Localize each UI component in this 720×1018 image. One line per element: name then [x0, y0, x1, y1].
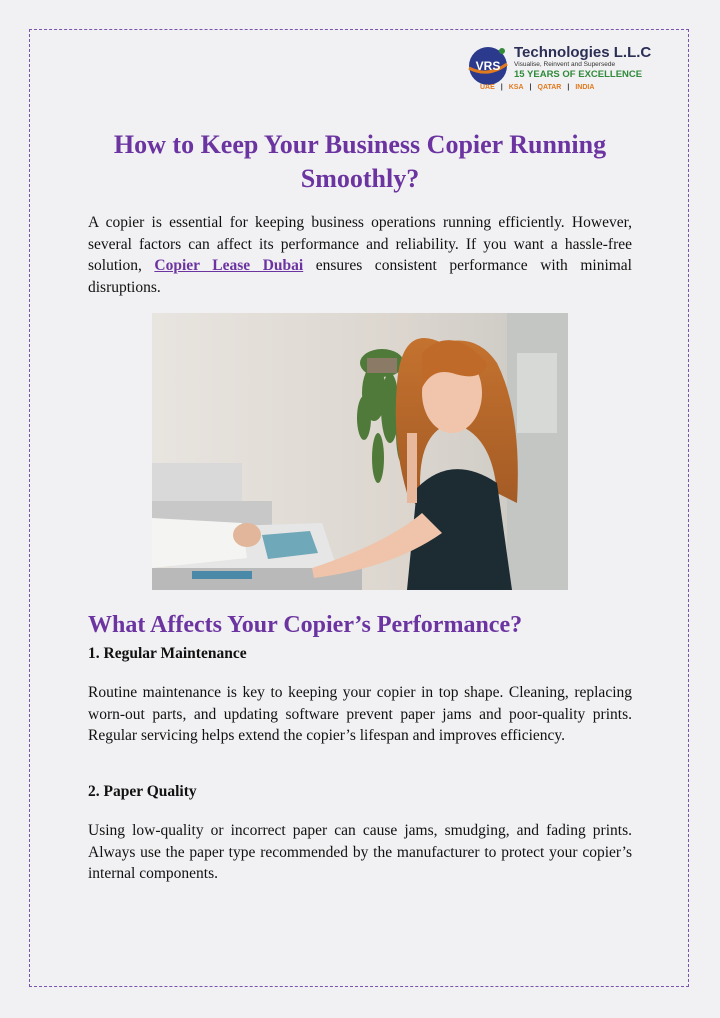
- subheading-paper-quality: 2. Paper Quality: [88, 783, 197, 800]
- logo-brand-name: Technologies L.L.C: [514, 44, 652, 61]
- regular-maintenance-paragraph: Routine maintenance is key to keeping your copier in top shape. Cleaning, replacing worn-out parts, and updating software prevent paper jams and poor-quality prints. Regular servicing helps extend the copier’s lifespan and improves efficiency.: [88, 684, 632, 744]
- region-separator: |: [529, 84, 532, 91]
- logo-mark: VRS: [475, 59, 501, 73]
- section-heading: What Affects Your Copier’s Performance?: [88, 612, 523, 638]
- woman-using-copier-image: [152, 313, 568, 590]
- logo-excellence: 15 YEARS OF EXCELLENCE: [514, 69, 643, 80]
- copier-lease-dubai-link[interactable]: Copier Lease Dubai: [154, 257, 304, 274]
- logo-regions: [480, 84, 594, 91]
- page-title: How to Keep Your Business Copier Running Smoothly?: [113, 130, 607, 193]
- region-uae: UAE: [480, 84, 495, 91]
- office-photo: [152, 313, 568, 590]
- region-separator: |: [500, 84, 503, 91]
- intro-paragraph: [88, 212, 632, 298]
- region-india: INDIA: [575, 84, 595, 91]
- intro-text-before: A copier is essential for keeping business operations running efficiently. However, several factors can affect its performance and reliability. If you want a hassle-free solution,: [88, 214, 632, 274]
- subheading-regular-maintenance: 1. Regular Maintenance: [88, 645, 247, 662]
- logo-tagline: Visualise, Reinvent and Supersede: [514, 61, 616, 68]
- region-separator: |: [567, 84, 570, 91]
- intro-text-after: ensures consistent performance with minimal disruptions.: [88, 257, 632, 296]
- region-qatar: QATAR: [537, 84, 562, 91]
- vrs-globe-icon: [466, 44, 510, 88]
- region-ksa: KSA: [508, 84, 524, 91]
- paper-quality-paragraph: Using low-quality or incorrect paper can cause jams, smudging, and fading prints. Always use the paper type recommended by the manufacturer to protect your copier’s internal components.: [88, 822, 632, 882]
- company-logo: [466, 44, 652, 98]
